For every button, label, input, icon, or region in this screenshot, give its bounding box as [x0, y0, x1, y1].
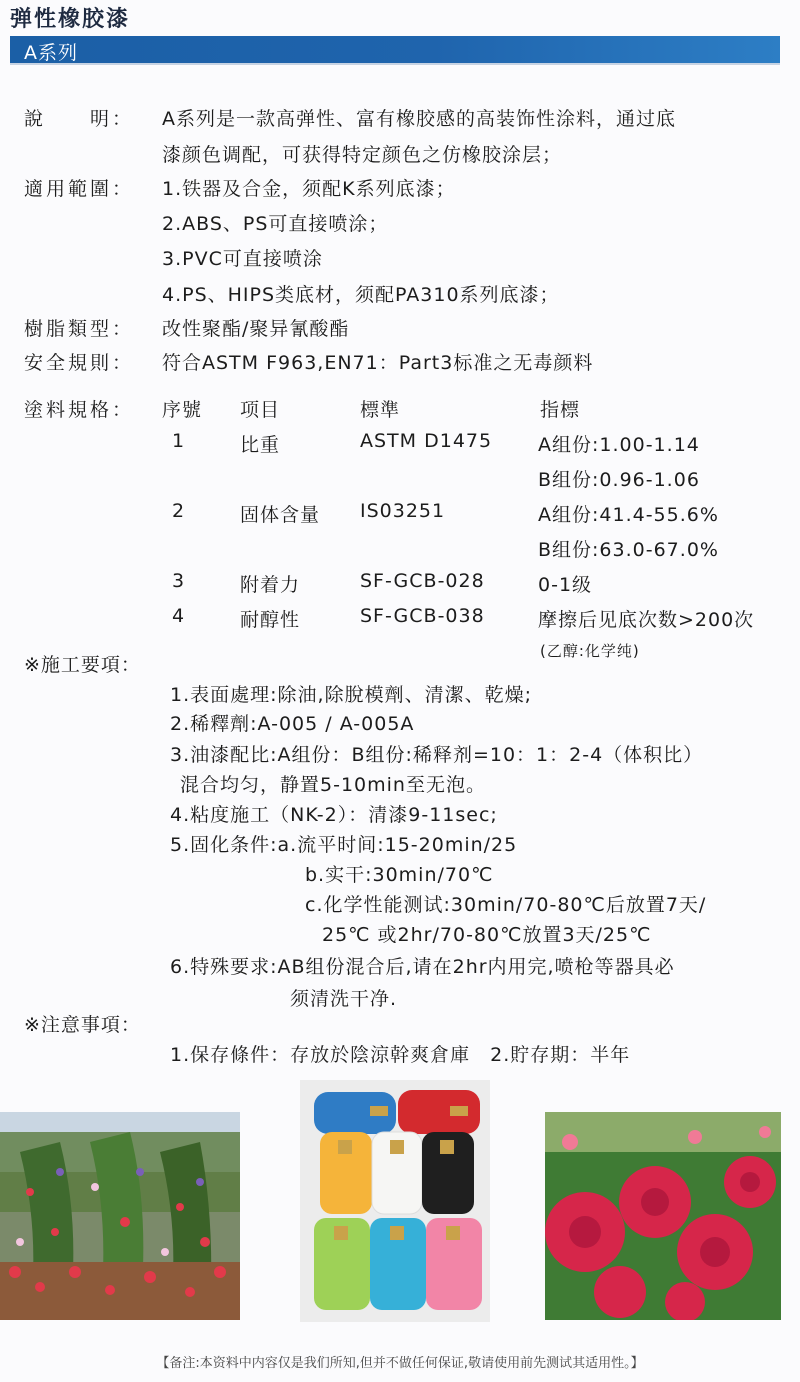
spec-row-1-no: 1 — [172, 430, 186, 452]
spec-row-2-indicator-a: A组份:41.4-55.6% — [538, 504, 719, 526]
garden-flowers-photo — [0, 1112, 240, 1320]
resin-label: 樹脂類型： — [24, 318, 135, 340]
construction-line-6: 6.特殊要求:AB组份混合后,请在2hr内用完,喷枪等器具必 — [170, 956, 675, 978]
construction-line-5: 5.固化条件:a.流平时间:15-20min/25 — [170, 834, 518, 856]
spec-row-4-standard: SF-GCB-038 — [360, 605, 485, 627]
spec-row-3-item: 附着力 — [240, 574, 301, 596]
spec-row-2-no: 2 — [172, 500, 186, 522]
spec-label: 塗料規格： — [24, 399, 135, 421]
construction-line-6b: 须清洗干净. — [290, 988, 398, 1010]
scope-item-2: 2.ABS、PS可直接喷涂； — [162, 213, 389, 235]
construction-line-5d: 25℃ 或2hr/70-80℃放置3天/25℃ — [322, 924, 652, 946]
construction-line-5c: c.化学性能测试:30min/70-80℃后放置7天/ — [305, 894, 707, 916]
spec-row-2-standard: IS03251 — [360, 500, 446, 522]
spec-row-3-no: 3 — [172, 570, 186, 592]
scope-item-1: 1.铁器及合金，须配K系列底漆； — [162, 178, 456, 200]
scope-label: 適用範圍： — [24, 178, 135, 200]
spec-row-2-item: 固体含量 — [240, 504, 321, 526]
description-line-1: A系列是一款高弹性、富有橡胶感的高装饰性涂料，通过底 — [162, 108, 676, 130]
construction-label: ※施工要項： — [24, 654, 141, 676]
resin-value: 改性聚酯/聚异氰酸酯 — [162, 318, 350, 340]
safety-value: 符合ASTM F963,EN71：Part3标准之无毒颜料 — [162, 352, 594, 374]
spec-header-item: 项目 — [240, 399, 281, 421]
footer-disclaimer: 【备注:本资料中内容仅是我们所知,但并不做任何保证,敬请使用前先测试其适用性。】 — [156, 1356, 644, 1371]
spec-row-4-indicator: 摩擦后见底次数>200次 — [538, 609, 755, 631]
series-label: A系列 — [24, 42, 78, 64]
series-banner — [10, 36, 780, 65]
construction-line-5b: b.实干:30min/70℃ — [305, 864, 494, 886]
construction-line-1: 1.表面處理:除油,除脫模劑、清潔、乾燥; — [170, 684, 532, 706]
spec-header-standard: 標準 — [360, 399, 401, 421]
spec-row-1-indicator-a: A组份:1.00-1.14 — [538, 434, 700, 456]
description-line-2: 漆颜色调配，可获得特定颜色之仿橡胶涂层； — [162, 144, 563, 166]
spec-row-2-indicator-b: B组份:63.0-67.0% — [538, 539, 719, 561]
spec-header-indicator: 指標 — [540, 399, 581, 421]
construction-line-2: 2.稀釋劑:A-005 / A-005A — [170, 713, 415, 735]
spec-row-1-indicator-b: B组份:0.96-1.06 — [538, 469, 700, 491]
safety-label: 安全規則： — [24, 352, 135, 374]
red-roses-photo — [545, 1112, 781, 1320]
spec-row-3-indicator: 0-1级 — [538, 574, 593, 596]
spec-row-1-standard: ASTM D1475 — [360, 430, 493, 452]
notes-line: 1.保存條件：存放於陰涼幹爽倉庫 2.貯存期：半年 — [170, 1044, 631, 1066]
page-title: 弹性橡胶漆 — [10, 7, 131, 32]
notes-label: ※注意事項： — [24, 1014, 141, 1036]
spec-row-1-item: 比重 — [240, 434, 281, 456]
construction-line-4: 4.粘度施工（NK-2）：清漆9-11sec; — [170, 804, 498, 826]
colored-phone-cases-photo — [300, 1080, 490, 1322]
scope-item-4: 4.PS、HIPS类底材，须配PA310系列底漆； — [162, 284, 560, 306]
scope-item-3: 3.PVC可直接喷涂 — [162, 248, 323, 270]
description-label: 說 明： — [24, 108, 135, 130]
spec-row-4-item: 耐醇性 — [240, 609, 301, 631]
spec-row-4-note: (乙醇:化学纯) — [540, 642, 640, 660]
spec-header-no: 序號 — [162, 399, 203, 421]
spec-row-4-no: 4 — [172, 605, 186, 627]
spec-row-3-standard: SF-GCB-028 — [360, 570, 485, 592]
construction-line-3b: 混合均匀，静置5-10min至无泡。 — [180, 774, 486, 796]
construction-line-3: 3.油漆配比:A组份：B组份:稀释剂=10：1：2-4（体积比） — [170, 744, 704, 766]
